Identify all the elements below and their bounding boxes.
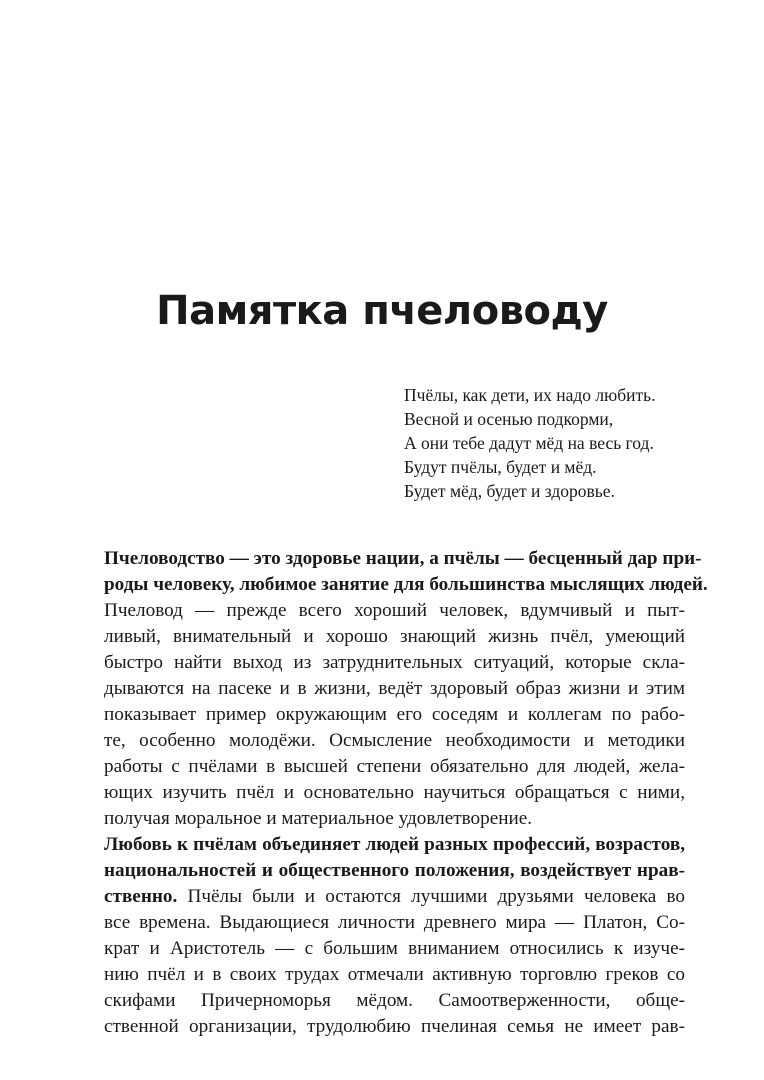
- paragraph-2: [79, 598, 685, 832]
- text-line: скифами Причерноморья мёдом. Самоотверженности, обще-: [104, 990, 685, 1011]
- body-text: [79, 546, 708, 1040]
- epigraph-line: Весной и осенью подкорми,: [404, 409, 614, 429]
- text-fragment: Пчёлы были и остаются лучшими друзьями человека во: [177, 886, 685, 907]
- text-line: национальностей и общественного положения, воздействует нрав-: [104, 860, 685, 881]
- text-line: крат и Аристотель — с большим вниманием относились к изуче-: [104, 938, 685, 959]
- text-line: ственной организации, трудолюбию пчелиная семья не имеет рав-: [104, 1016, 685, 1037]
- text-line: роды человеку, любимое занятие для большинства мыслящих людей.: [104, 574, 708, 595]
- text-line: ющих изучить пчёл и основательно научиться обращаться с ними,: [104, 782, 685, 803]
- epigraph: [404, 383, 724, 503]
- text-line: быстро найти выход из затруднительных ситуаций, которые скла-: [104, 652, 685, 673]
- text-line: Пчеловодство — это здоровье нации, а пчёлы — бесценный дар при-: [104, 548, 702, 569]
- text-line: дываются на пасеке и в жизни, ведёт здоровый образ жизни и этим: [104, 678, 685, 699]
- epigraph-line: Пчёлы, как дети, их надо любить.: [404, 385, 656, 405]
- text-line: все времена. Выдающиеся личности древнего мира — Платон, Со-: [104, 912, 685, 933]
- text-line: получая моральное и материальное удовлетворение.: [104, 808, 533, 829]
- text-line: нию пчёл и в своих трудах отмечали активную торговлю греков со: [104, 964, 685, 985]
- text-line: работы с пчёлами в высшей степени обязательно для людей, жела-: [104, 756, 685, 777]
- epigraph-line: Будут пчёлы, будет и мёд.: [404, 457, 597, 477]
- epigraph-line: Будет мёд, будет и здоровье.: [404, 481, 615, 501]
- text-line: Любовь к пчёлам объединяет людей разных профессий, возрастов,: [104, 834, 685, 855]
- page-title: Памятка пчеловоду: [156, 288, 608, 334]
- text-line: Пчеловод — прежде всего хороший человек, вдумчивый и пыт-: [104, 600, 685, 621]
- epigraph-line: А они тебе дадут мёд на весь год.: [404, 433, 654, 453]
- paragraph-3: [79, 832, 685, 1040]
- bold-fragment: ственно.: [104, 886, 178, 907]
- text-line: показывает пример окружающим его соседям и коллегам по рабо-: [104, 704, 685, 725]
- paragraph-1: [79, 546, 708, 598]
- text-line: [79, 884, 685, 910]
- text-line: ливый, внимательный и хорошо знающий жизнь пчёл, умеющий: [104, 626, 685, 647]
- text-line: те, особенно молодёжи. Осмысление необходимости и методики: [104, 730, 685, 751]
